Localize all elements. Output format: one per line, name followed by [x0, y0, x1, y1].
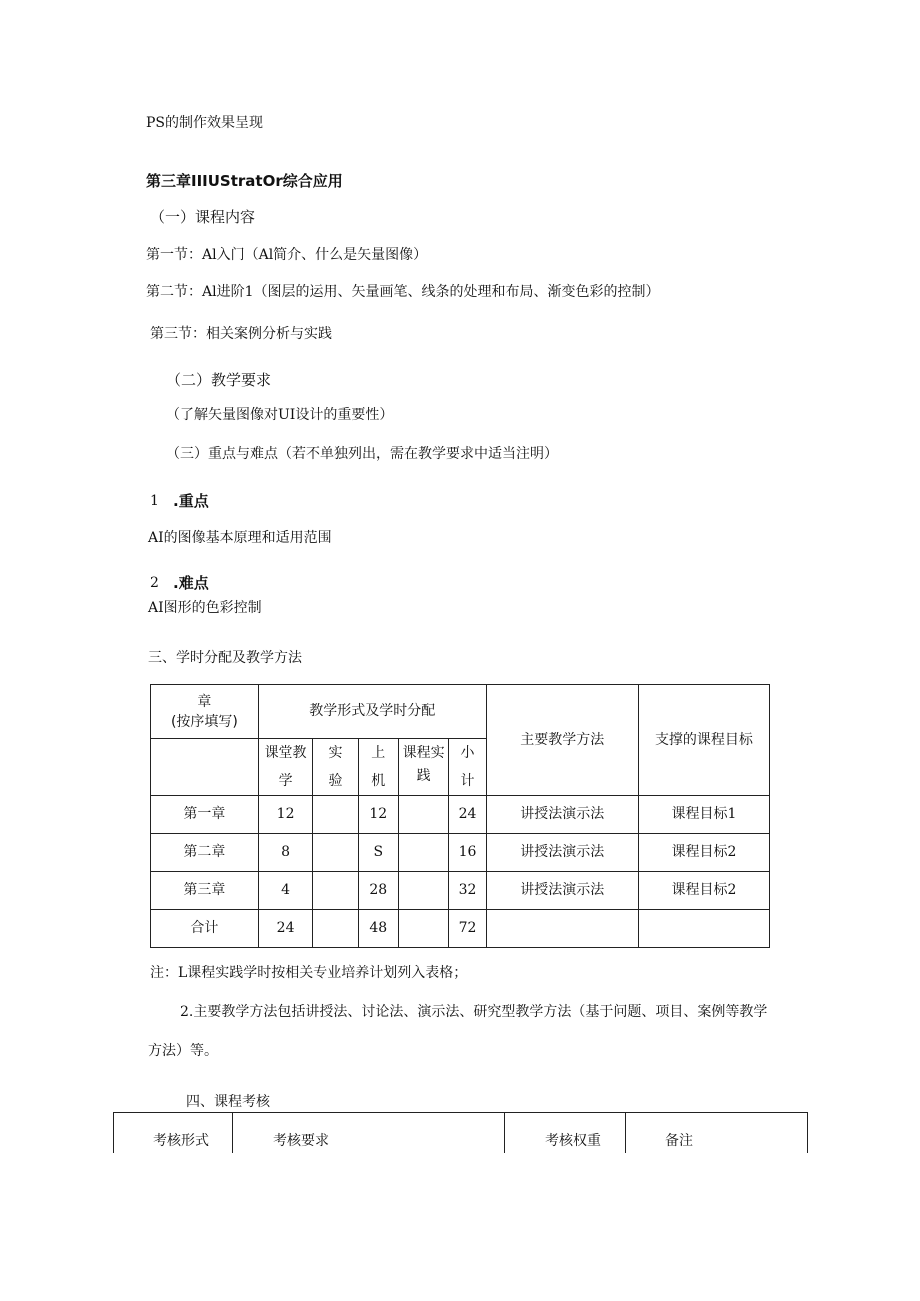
cell-method: 讲授法演示法 — [486, 872, 638, 910]
cell-experiment — [313, 872, 358, 910]
cell-classroom: 4 — [258, 872, 312, 910]
cell-practice — [398, 796, 448, 834]
difficult-text: AI图形的色彩控制 — [148, 600, 262, 616]
key-number: 1 — [150, 493, 159, 509]
header-computer: 上 机 — [358, 739, 398, 796]
key-text: AI的图像基本原理和适用范围 — [148, 530, 332, 546]
section-1: 第一节：Al入门（Al简介、什么是矢量图像） — [146, 247, 428, 263]
header-experiment: 实 验 — [313, 739, 358, 796]
table-row — [151, 834, 770, 872]
cell-subtotal: 24 — [449, 796, 486, 834]
cell-computer: 12 — [358, 796, 398, 834]
cell-chapter: 第一章 — [151, 796, 259, 834]
header-teaching-method: 主要教学方法 — [486, 685, 638, 796]
requirements-text: （了解矢量图像对UI设计的重要性） — [166, 407, 394, 423]
keypoints-heading: （三）重点与难点（若不单独列出，需在教学要求中适当注明） — [166, 446, 558, 462]
note-2-line-2: 方法）等。 — [148, 1043, 218, 1059]
cell-goal: 课程目标2 — [638, 872, 769, 910]
cell-subtotal: 32 — [449, 872, 486, 910]
hours-table — [150, 684, 770, 948]
cell-experiment — [313, 796, 358, 834]
cell-computer: 48 — [358, 910, 398, 948]
header-chapter-blank — [151, 739, 259, 796]
table-row — [151, 796, 770, 834]
assessment-heading: 四、课程考核 — [186, 1094, 270, 1110]
requirements-heading: （二）教学要求 — [166, 371, 272, 389]
header-course-goal: 支撑的课程目标 — [638, 685, 769, 796]
cell-computer: 28 — [358, 872, 398, 910]
intro-line: PS的制作效果呈现 — [146, 115, 264, 131]
cell-goal: 课程目标2 — [638, 834, 769, 872]
assessment-header-note: 备注 — [665, 1133, 693, 1149]
cell-chapter: 第二章 — [151, 834, 259, 872]
course-content-heading: （一）课程内容 — [150, 208, 256, 226]
assessment-header-weight: 考核权重 — [545, 1133, 601, 1149]
assessment-header-requirement: 考核要求 — [273, 1133, 329, 1149]
cell-practice — [398, 872, 448, 910]
cell-computer: S — [358, 834, 398, 872]
assessment-table — [113, 1112, 808, 1153]
cell-goal — [638, 910, 769, 948]
note-1: 注：L课程实践学时按相关专业培养计划列入表格； — [150, 965, 468, 981]
cell-method: 讲授法演示法 — [486, 834, 638, 872]
section-2: 第二节：Al进阶1（图层的运用、矢量画笔、线条的处理和布局、渐变色彩的控制） — [146, 284, 660, 300]
header-classroom: 课堂教 学 — [258, 739, 312, 796]
cell-method: 讲授法演示法 — [486, 796, 638, 834]
header-practice: 课程实 践 — [398, 739, 448, 796]
cell-subtotal: 72 — [449, 910, 486, 948]
cell-experiment — [313, 834, 358, 872]
cell-goal: 课程目标1 — [638, 796, 769, 834]
assessment-header-form: 考核形式 — [153, 1133, 209, 1149]
difficult-label: .难点 — [173, 574, 209, 592]
cell-classroom: 8 — [258, 834, 312, 872]
cell-classroom: 12 — [258, 796, 312, 834]
chapter3-title: 第三章IIIUStratOr综合应用 — [146, 172, 343, 190]
header-teaching-form: 教学形式及学时分配 — [258, 685, 486, 739]
cell-chapter: 合计 — [151, 910, 259, 948]
cell-practice — [398, 834, 448, 872]
cell-classroom: 24 — [258, 910, 312, 948]
cell-method — [486, 910, 638, 948]
cell-practice — [398, 910, 448, 948]
hours-heading: 三、学时分配及教学方法 — [148, 650, 302, 666]
table-row — [151, 872, 770, 910]
cell-experiment — [313, 910, 358, 948]
header-chapter: 章 (按序填写) — [151, 685, 259, 739]
note-2-line-1: 2.主要教学方法包括讲授法、讨论法、演示法、研究型教学方法（基于问题、项目、案例等教学 — [180, 1004, 768, 1020]
table-row-total — [151, 910, 770, 948]
header-subtotal: 小 计 — [449, 739, 486, 796]
section-3: 第三节：相关案例分析与实践 — [150, 326, 332, 342]
difficult-number: 2 — [150, 575, 159, 591]
cell-subtotal: 16 — [449, 834, 486, 872]
cell-chapter: 第三章 — [151, 872, 259, 910]
key-label: .重点 — [173, 492, 209, 510]
